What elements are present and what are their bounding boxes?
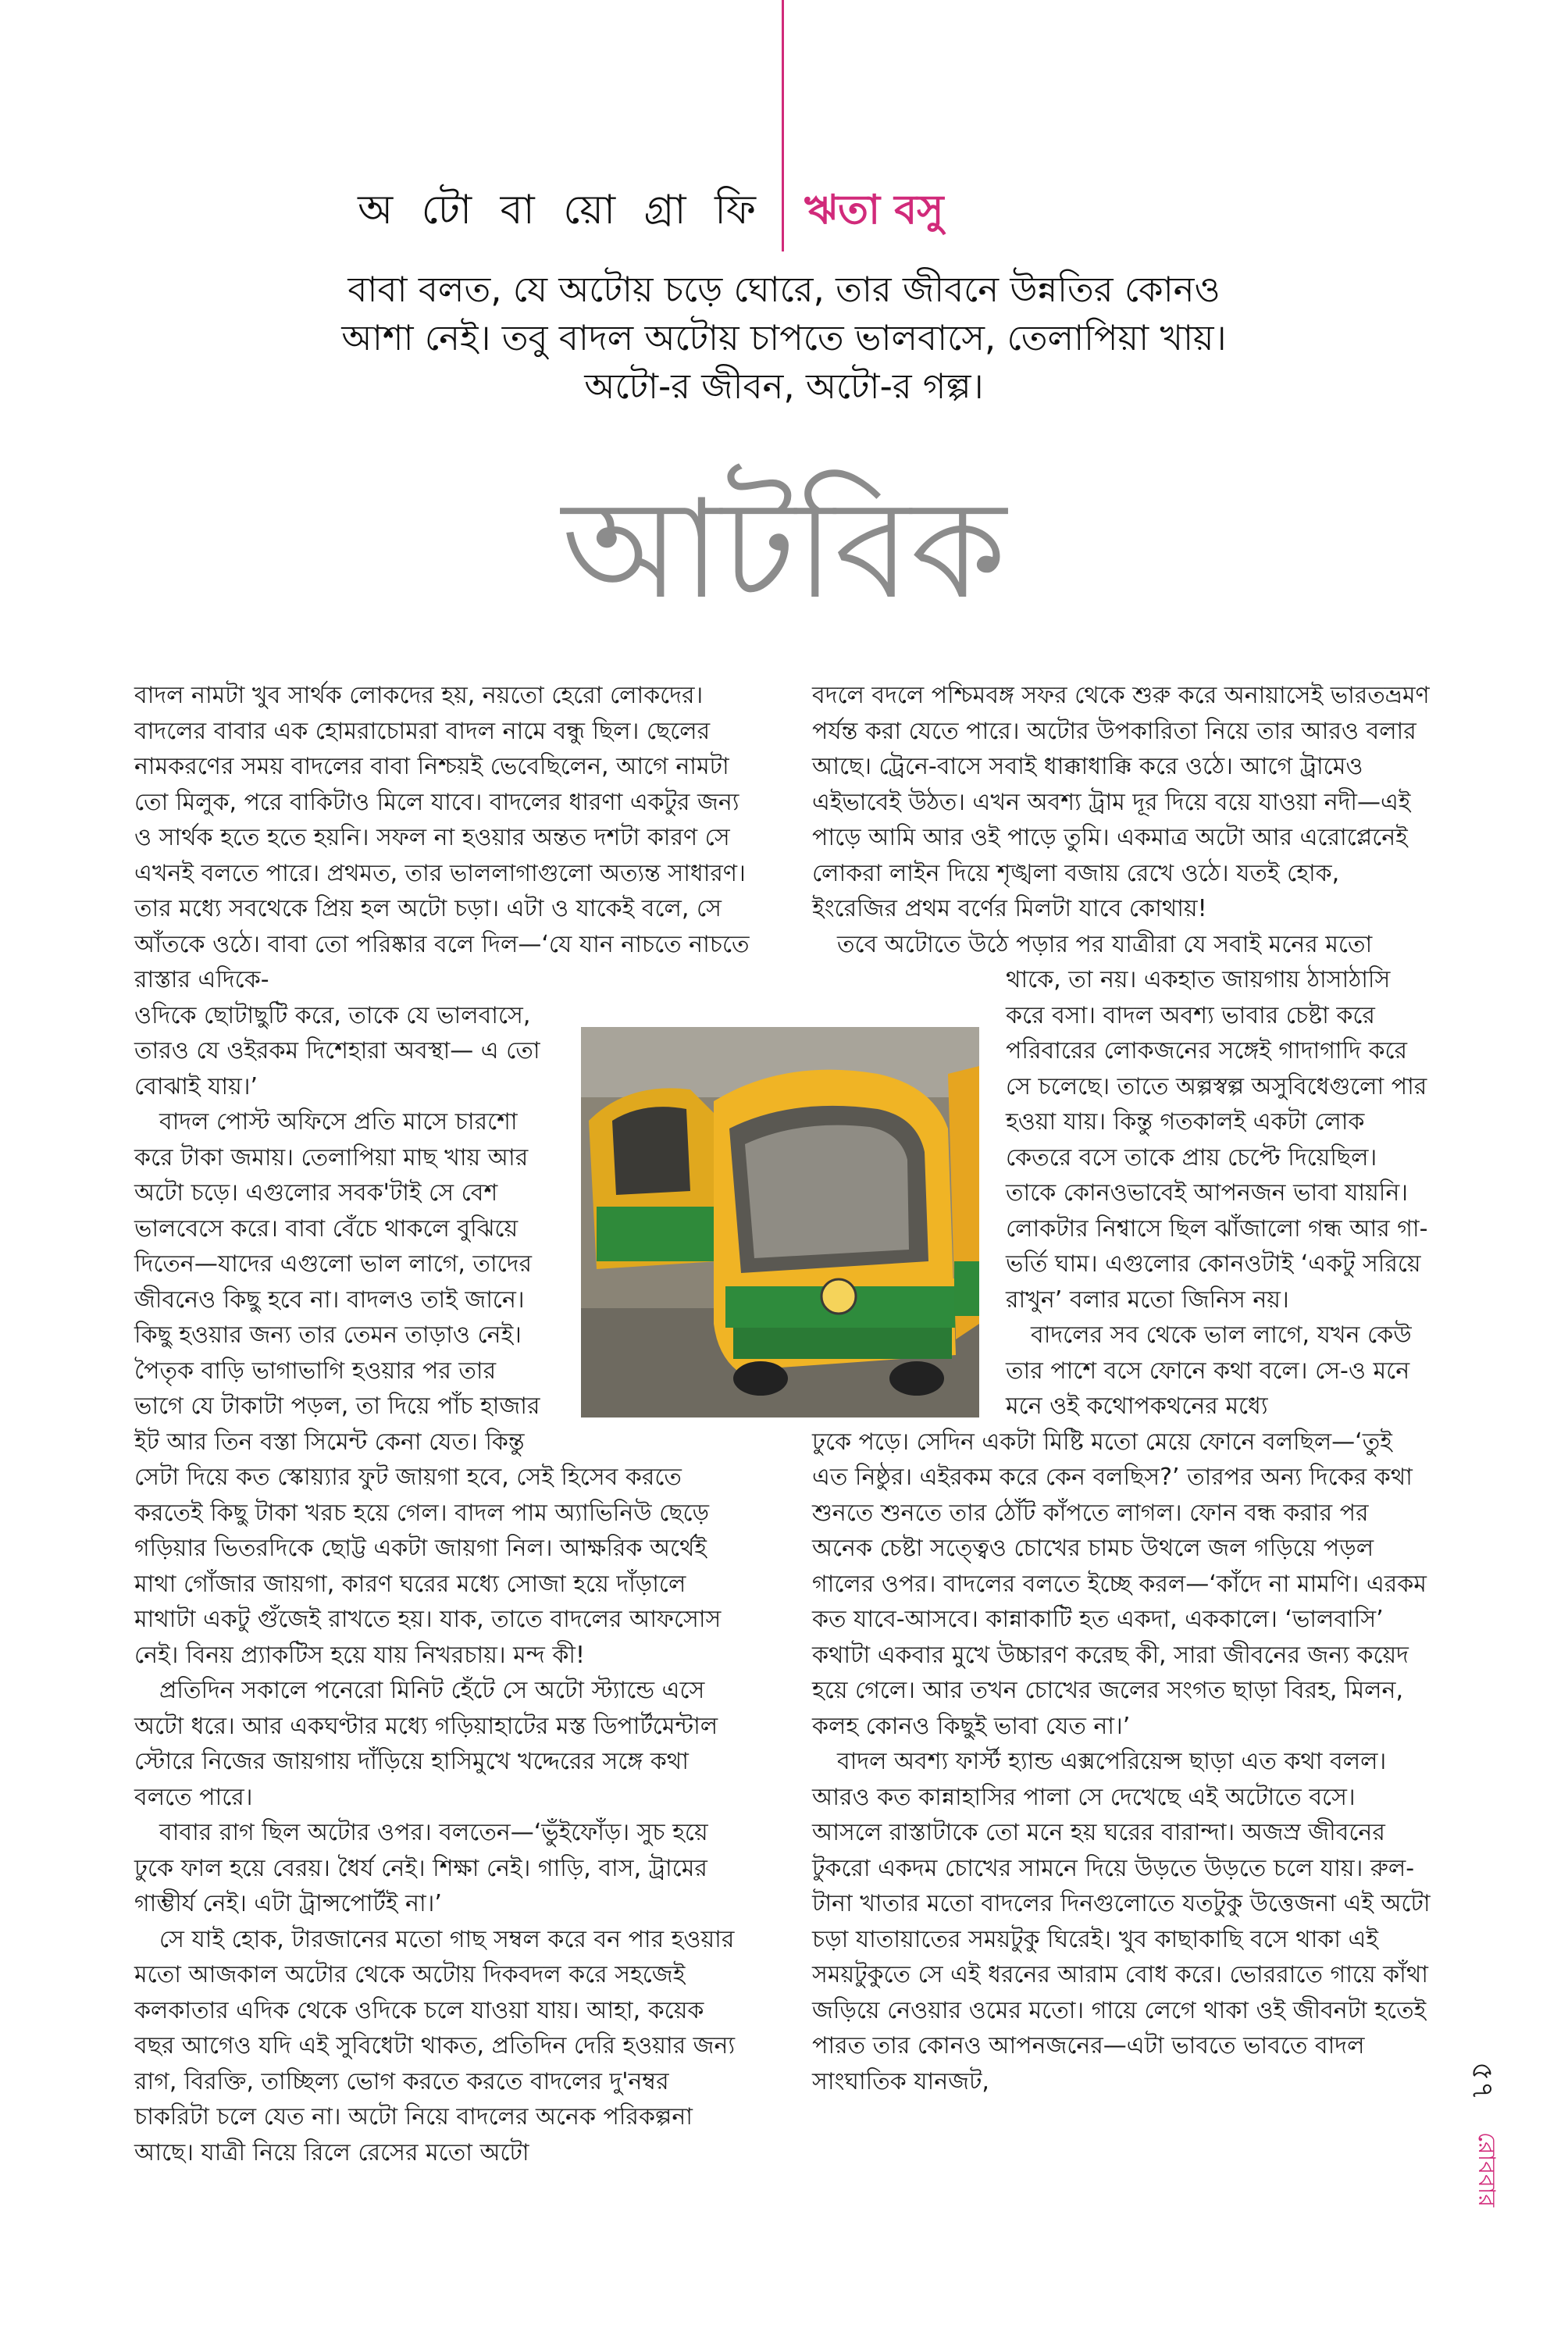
page-folio <box>1466 2062 1513 2234</box>
auto-rickshaw-illustration <box>581 1027 979 1417</box>
section-header <box>0 172 1568 242</box>
article-headline: আটবিক <box>561 471 1007 629</box>
section-name: অ টো বা য়ো গ্রা ফি <box>358 187 764 234</box>
article-column-left <box>134 678 751 2170</box>
standfirst-line: আশা নেই। তবু বাদল অটোয় চাপতে ভালবাসে, তেলাপিয়া খায়। <box>341 317 1227 358</box>
standfirst-line: বাবা বলত, যে অটোয় চড়ে ঘোরে, তার জীবনে উন্নতির কোনও <box>347 269 1221 310</box>
standfirst-line: অটো-র জীবন, অটো-র গল্প। <box>584 366 984 407</box>
paragraph: তবে অটোতে উঠে পড়ার পর যাত্রীরা যে সবাই মনের মতো <box>837 930 1373 958</box>
paragraph: সে যাই হোক, টারজানের মতো গাছ সম্বল করে বন পার হওয়ার মতো আজকাল অটোর থেকে অটোয় দিকবদল করে সহজেই কলকাতার এদিক থেকে ওদিকে চলে যাওয়া যায়। আহা, কয়েক বছর আগেও যদি এই সুবিধেটা থাকত, প্রতিদিন দেরি হওয়ার জন্য রাগ, বিরক্তি, তাচ্ছিল্য ভোগ করতে করতে বাদলের দু'নম্বর চাকরিটা চলে যেত না। অটো নিয়ে বাদলের অনেক পরিকল্পনা আছে। যাত্রী নিয়ে রিলে রেসের মতো অটো <box>134 1925 736 2166</box>
paragraph: ঢুকে পড়ে। সেদিন একটা মিষ্টি মতো মেয়ে ফোনে বলছিল—‘তুই এত নিষ্ঠুর। এইরকম করে কেন বলছিস?’ তারপর অন্য দিকের কথা শুনতে শুনতে তার ঠোঁট কাঁপতে লাগল। ফোন বন্ধ করার পর অনেক চেষ্টা সত্ত্বেও চোখের চামচ উথলে জল গড়িয়ে পড়ল গালের ওপর। বাদলের বলতে ইচ্ছে করল—‘কাঁদে না মামণি। এরকম কত যাবে-আসবে। কান্নাকাটি হত একদা, এককালে। ‘ভালবাসি’ কথাটা একবার মুখে উচ্চারণ করেছ কী, সারা জীবনের জন্য কয়েদ হয়ে গেলে। আর তখন চোখের জলের সংগত ছাড়া বিরহ, মিলন, কলহ কোনও কিছুই ভাবা যেত না।’ <box>812 1428 1427 1740</box>
paragraph: সেটা দিয়ে কত স্কোয়্যার ফুট জায়গা হবে, সেই হিসেব করতে করতেই কিছু টাকা খরচ হয়ে গেল। বাদল পাম অ্যাভিনিউ ছেড়ে গড়িয়ার ভিতরদিকে ছোট্ট একটা জায়গা নিল। আক্ষরিক অর্থেই মাথা গোঁজার জায়গা, কারণ ঘরের মধ্যে সোজা হয়ে দাঁড়ালে মাথাটা একটু গুঁজেই রাখতে হয়। যাক, তাতে বাদলের আফসোস নেই। বিনয় প্র্যাকটিস হয়ে যায় নিখরচায়। মন্দ কী! <box>134 1464 722 1669</box>
paragraph: বাদল নামটা খুব সার্থক লোকদের হয়, নয়তো হেরো লোকদের। বাদলের বাবার এক হোমরাচোমরা বাদল নামে বন্ধু ছিল। ছেলের নামকরণের সময় বাদলের বাবা নিশ্চয়ই ভেবেছিলেন, আগে নামটা তো মিলুক, পরে বাকিটাও মিলে যাবে। বাদলের ধারণা একটুর জন্য ও সার্থক হতে হতে হয়নি। সফল না হওয়ার অন্তত দশটা কারণ সে এখনই বলতে পারে। প্রথমত, তার ভাললাগাগুলো অত্যন্ত সাধারণ। তার মধ্যে সবথেকে প্রিয় হল অটো চড়া। এটা ও যাকেই বলে, সে আঁতকে ওঠে। বাবা তো পরিষ্কার বলে দিল—‘যে যান নাচতে নাচতে রাস্তার এদিকে- <box>134 682 750 993</box>
magazine-name: রোববার <box>1473 2132 1500 2207</box>
auto-rickshaw-photo <box>581 1027 979 1417</box>
paragraph: বাদল পোস্ট অফিসে প্রতি মাসে চারশো করে টাকা জমায়। তেলাপিয়া মাছ খায় আর অটো চড়ে। এগুলোর সবক'টাই সে বেশ ভালবেসে করে। বাবা বেঁচে থাকলে বুঝিয়ে দিতেন—যাদের এগুলো ভাল লাগে, তাদের জীবনেও কিছু হবে না। বাদলও তাই জানে। কিছু হওয়ার জন্য তার তেমন তাড়াও নেই। পৈতৃক বাড়ি ভাগাভাগি হওয়ার পর তার ভাগে যে টাকাটা পড়ল, তা দিয়ে পাঁচ হাজার ইট আর তিন বস্তা সিমেন্ট কেনা যেত। কিন্তু <box>134 1108 540 1456</box>
paragraph: বাদল অবশ্য ফার্স্ট হ্যান্ড এক্সপেরিয়েন্স ছাড়া এত কথা বলল। আরও কত কান্নাহাসির পালা সে দেখেছে এই অটোতে বসে। আসলে রাস্তাটাকে তো মনে হয় ঘরের বারান্দা। অজস্র জীবনের টুকরো একদম চোখের সামনে দিয়ে উড়তে উড়তে চলে যায়। রুল-টানা খাতার মতো বাদলের দিনগুলোতে যতটুকু উত্তেজনা এই অটো চড়া যাতায়াতের সময়টুকু ঘিরেই। খুব কাছাকাছি বসে থাকা এই সময়টুকুতে সে এই ধরনের আরাম বোধ করে। ভোররাতে গায়ে কাঁথা জড়িয়ে নেওয়ার ওমের মতো। গায়ে লেগে থাকা ওই জীবনটা হতেই পারত তার কোনও আপনজনের—এটা ভাবতে ভাবতে বাদল সাংঘাতিক যানজট, <box>812 1748 1431 2095</box>
page-number: ৫৭ <box>1466 2062 1500 2101</box>
paragraph: ওদিকে ছোটাছুটি করে, তাকে যে ভালবাসে, তারও যে ওইরকম দিশেহারা অবস্থা— এ তো বোঝাই যায়।’ <box>134 1001 540 1100</box>
paragraph: বাবার রাগ ছিল অটোর ওপর। বলতেন—‘ভুঁইফোঁড়। সুচ হয়ে ঢুকে ফাল হয়ে বেরয়। ধৈর্য নেই। শিক্ষা নেই। গাড়ি, বাস, ট্রামের গাম্ভীর্য নেই। এটা ট্রান্সপোর্টই না।’ <box>134 1819 708 1917</box>
paragraph: প্রতিদিন সকালে পনেরো মিনিট হেঁটে সে অটো স্ট্যান্ডে এসে অটো ধরে। আর একঘণ্টার মধ্যে গড়িয়াহাটের মস্ত ডিপার্টমেন্টাল স্টোরে নিজের জায়গায় দাঁড়িয়ে হাসিমুখে খদ্দেরের সঙ্গে কথা বলতে পারে। <box>134 1677 718 1811</box>
standfirst <box>203 266 1365 411</box>
paragraph: বাদলের সব থেকে ভাল লাগে, যখন কেউ তার পাশে বসে ফোনে কথা বলে। সে-ও মনে মনে ওই কথোপকথনের মধ্যে <box>1006 1321 1412 1420</box>
paragraph: থাকে, তা নয়। একহাত জায়গায় ঠাসাঠাসি করে বসা। বাদল অবশ্য ভাবার চেষ্টা করে পরিবারের লোকজনের সঙ্গেই গাদাগাদি করে সে চলেছে। তাতে অল্পস্বল্প অসুবিধেগুলো পার হওয়া যায়। কিন্তু গতকালই একটা লোক কেতরে বসে তাকে প্রায় চেপ্টে দিয়েছিল। তাকে কোনওভাবেই আপনজন ভাবা যায়নি। লোকটার নিশ্বাসে ছিল ঝাঁজালো গন্ধ আর গা-ভর্তি ঘাম। এগুলোর কোনওটাই ‘একটু সরিয়ে রাখুন’ বলার মতো জিনিস নয়। <box>1006 966 1428 1314</box>
author-name: ঋতা বসু <box>804 187 944 234</box>
paragraph: বদলে বদলে পশ্চিমবঙ্গ সফর থেকে শুরু করে অনায়াসেই ভারতভ্রমণ পর্যন্ত করা যেতে পারে। অটোর উপকারিতা নিয়ে তার আরও বলার আছে। ট্রেনে-বাসে সবাই ধাক্কাধাক্কি করে ওঠে। আগে ট্রামেও এইভাবেই উঠত। এখন অবশ্য ট্রাম দূর দিয়ে বয়ে যাওয়া নদী—এই পাড়ে আমি আর ওই পাড়ে তুমি। একমাত্র অটো আর এরোপ্লেনেই লোকরা লাইন দিয়ে শৃঙ্খলা বজায় রেখে ওঠে। যতই হোক, ইংরেজির প্রথম বর্ণের মিলটা যাবে কোথায়! <box>812 682 1430 922</box>
